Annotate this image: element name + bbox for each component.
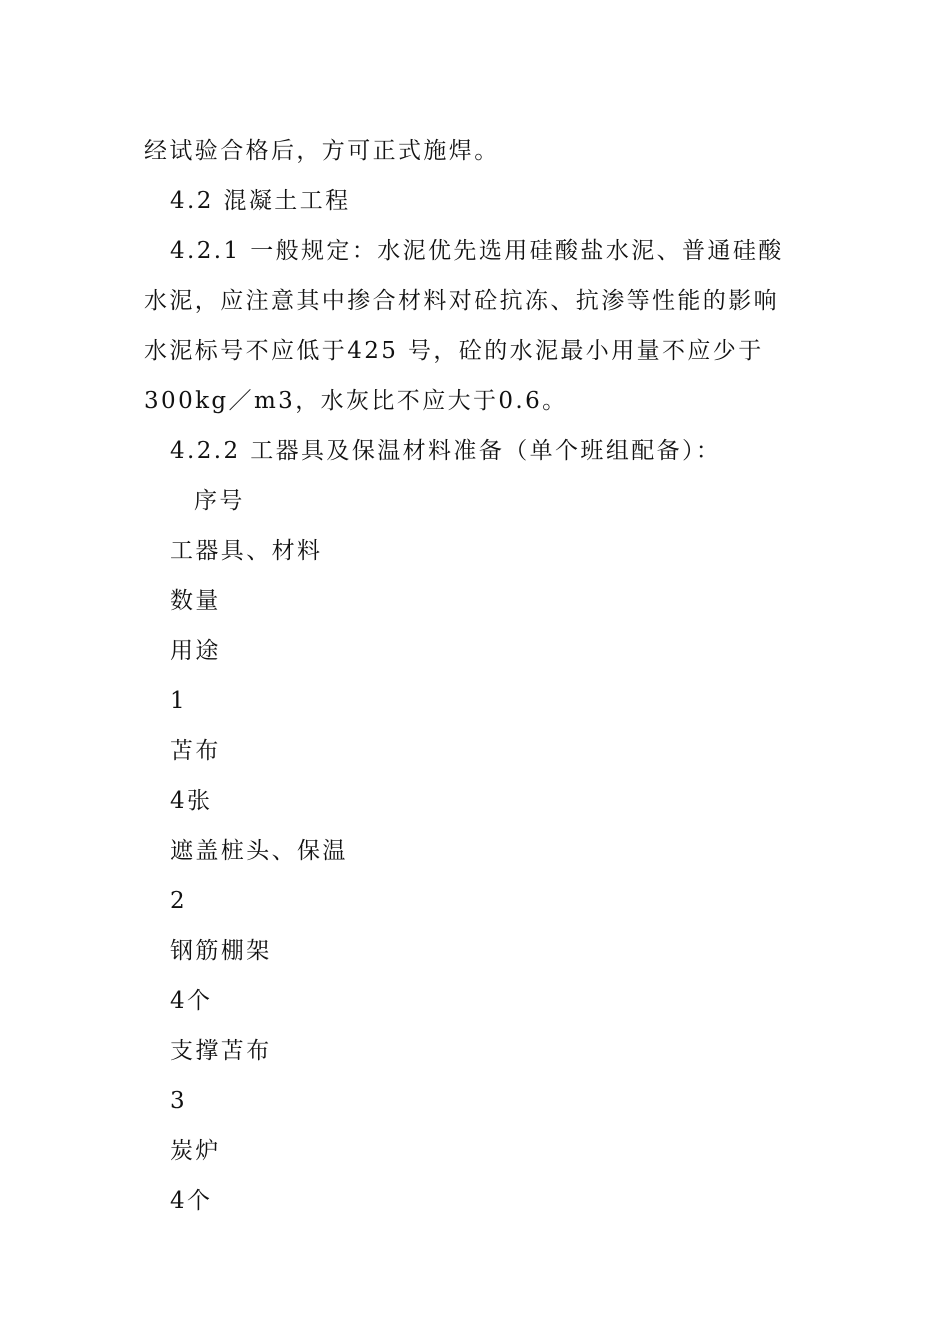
subsection-heading: 4.2.2 工器具及保温材料准备（单个班组配备）： (170, 438, 722, 464)
table-cell: 3 (170, 1088, 188, 1114)
table-cell: 4个 (170, 988, 213, 1014)
paragraph-line: 4.2.1 一般规定：水泥优先选用硅酸盐水泥、普通硅酸 (170, 238, 784, 264)
paragraph-line: 水泥标号不应低于425 号，砼的水泥最小用量不应少于 (144, 338, 764, 364)
table-header-cell: 数量 (170, 588, 221, 614)
table-cell: 钢筋棚架 (170, 938, 272, 964)
table-cell: 4个 (170, 1188, 213, 1214)
table-header-cell: 用途 (170, 638, 221, 664)
table-cell: 支撑苫布 (170, 1038, 272, 1064)
section-heading: 4.2 混凝土工程 (170, 188, 351, 214)
table-cell: 苫布 (170, 738, 221, 764)
table-header-cell: 序号 (194, 488, 245, 514)
table-cell: 2 (170, 888, 188, 914)
table-header-cell: 工器具、材料 (170, 538, 323, 564)
paragraph-line: 水泥，应注意其中掺合材料对砼抗冻、抗渗等性能的影响 (144, 288, 779, 314)
table-cell: 4张 (170, 788, 213, 814)
table-cell: 1 (170, 688, 188, 714)
table-cell: 炭炉 (170, 1138, 221, 1164)
table-cell: 遮盖桩头、保温 (170, 838, 348, 864)
paragraph-line: 经试验合格后，方可正式施焊。 (144, 138, 500, 164)
paragraph-line: 300kg／m3，水灰比不应大于0.6。 (144, 388, 568, 414)
